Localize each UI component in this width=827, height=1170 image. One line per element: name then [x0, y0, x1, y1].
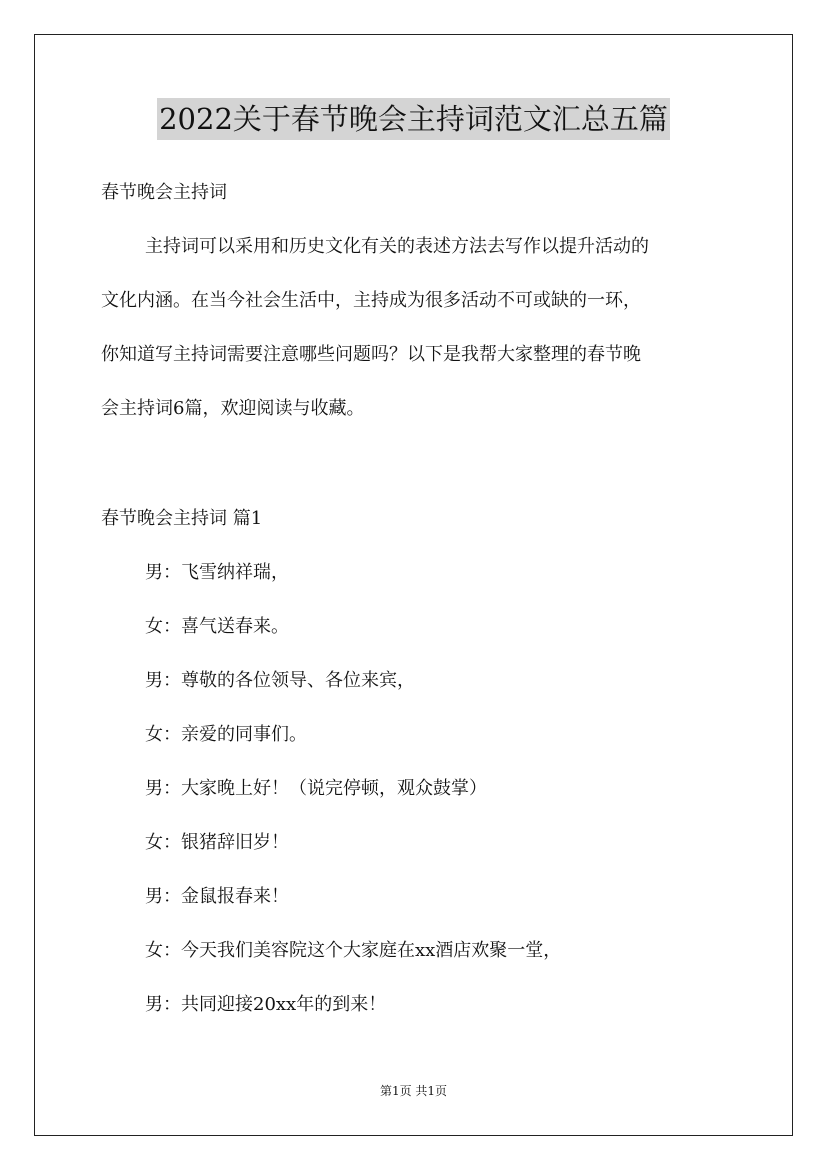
- dialogue-line: 男：金鼠报春来！: [145, 886, 289, 907]
- intro-paragraph-line: 文化内涵。在当今社会生活中，主持成为很多活动不可或缺的一环，: [101, 290, 641, 311]
- intro-paragraph-line: 主持词可以采用和历史文化有关的表述方法去写作以提升活动的: [145, 236, 649, 257]
- intro-heading: 春节晚会主持词: [101, 182, 227, 203]
- document-title: 2022关于春节晚会主持词范文汇总五篇: [157, 98, 670, 140]
- dialogue-line: 男：尊敬的各位领导、各位来宾，: [145, 670, 415, 691]
- dialogue-line: 女：今天我们美容院这个大家庭在xx酒店欢聚一堂，: [145, 940, 562, 961]
- dialogue-line: 男：大家晚上好！（说完停顿，观众鼓掌）: [145, 778, 487, 799]
- dialogue-line: 女：银猪辞旧岁！: [145, 832, 289, 853]
- dialogue-line: 男：飞雪纳祥瑞，: [145, 562, 289, 583]
- dialogue-line: 女：亲爱的同事们。: [145, 724, 307, 745]
- section-heading: 春节晚会主持词 篇1: [101, 508, 263, 529]
- intro-paragraph-line: 会主持词6篇，欢迎阅读与收藏。: [101, 398, 365, 419]
- dialogue-line: 女：喜气送春来。: [145, 616, 289, 637]
- document-title-container: [0, 98, 827, 140]
- intro-paragraph-line: 你知道写主持词需要注意哪些问题吗？以下是我帮大家整理的春节晚: [101, 344, 641, 365]
- page-footer: 第1页 共1页: [379, 1084, 448, 1098]
- dialogue-line: 男：共同迎接20xx年的到来！: [145, 994, 387, 1015]
